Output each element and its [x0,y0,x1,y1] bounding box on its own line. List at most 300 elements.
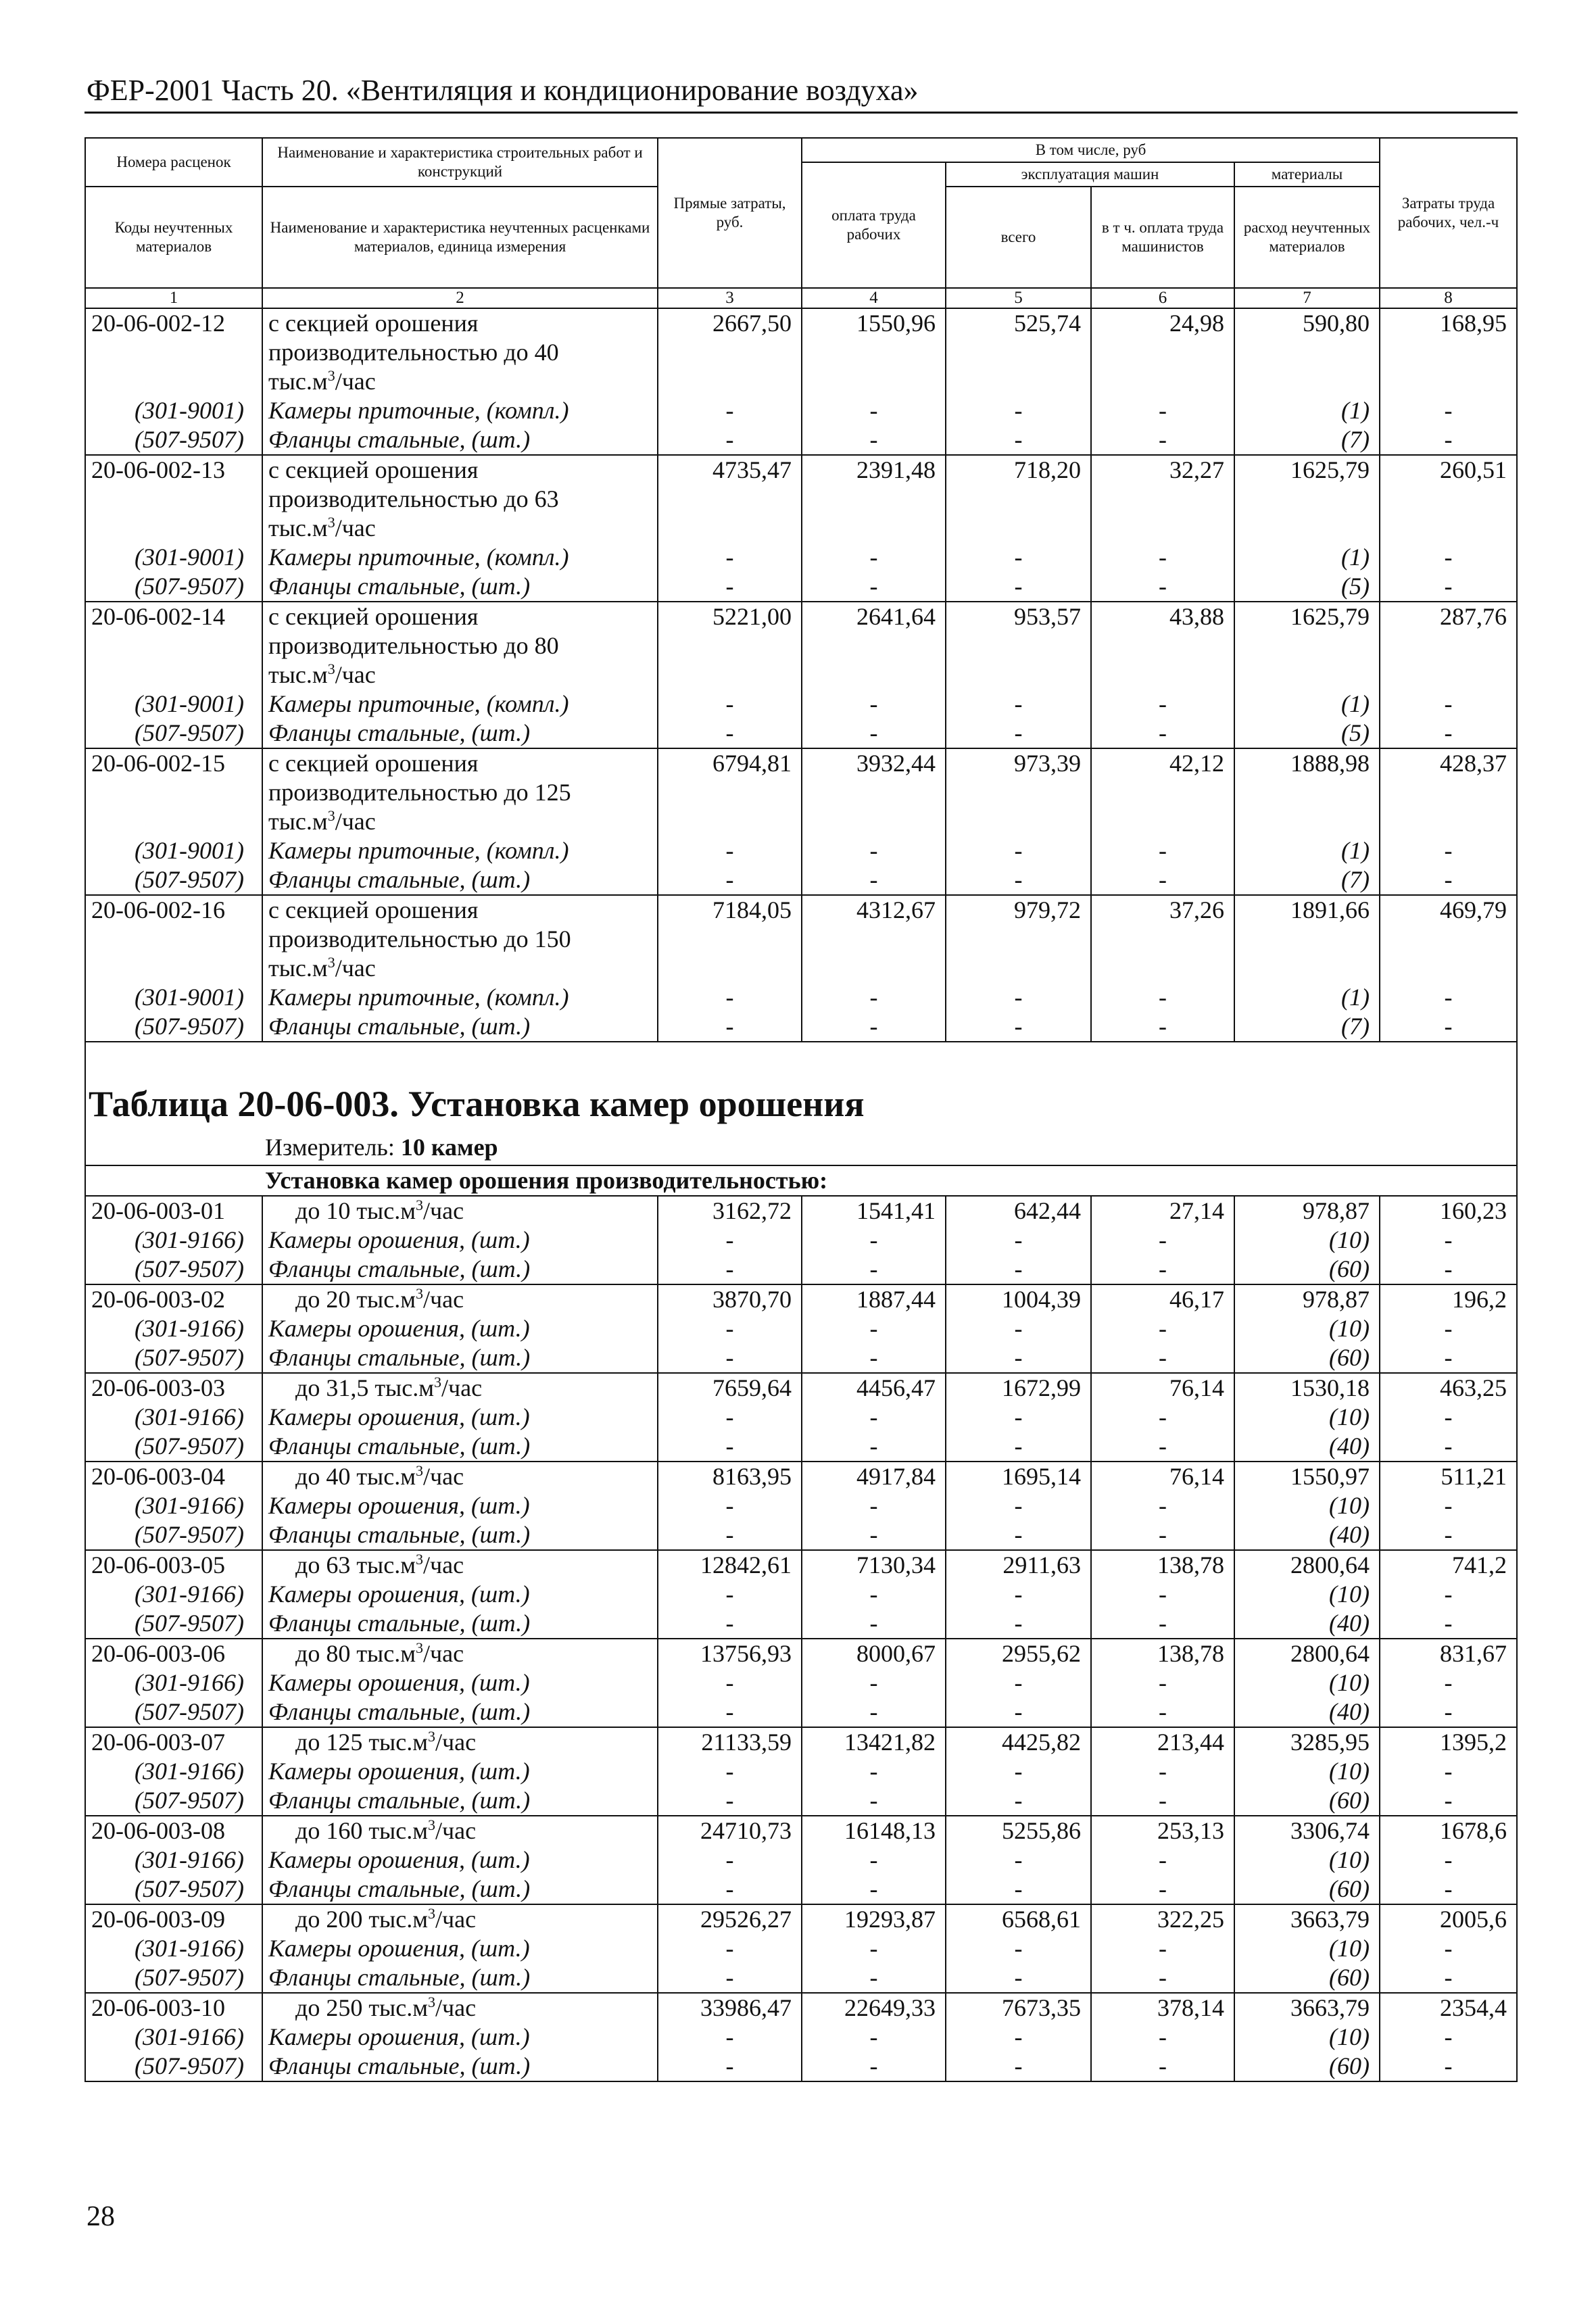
dash-cell: - [1380,1520,1517,1550]
rate-name [262,1196,658,1226]
labor-hours: 463,25 [1380,1373,1517,1403]
machine-labor: 76,14 [1091,1373,1234,1403]
direct-cost: 13756,93 [658,1639,802,1668]
material-name: Фланцы стальные, (шт.) [262,1255,658,1284]
dash-cell: - [946,1786,1091,1816]
unit-sup: 3 [428,1728,435,1745]
material-qty: (10) [1234,1845,1380,1875]
dash-cell: - [1091,690,1234,719]
col-number: 4 [802,288,946,308]
rate-row [85,308,1517,396]
material-name: Камеры орошения, (шт.) [262,1226,658,1255]
dash-cell: - [802,836,946,865]
dash-cell: - [802,983,946,1012]
running-title: ФЕР-2001 Часть 20. «Вентиляция и кондиционирование воздуха» [87,74,919,107]
col-number: 8 [1380,288,1517,308]
dash-cell: - [802,1226,946,1255]
dash-cell: - [658,1226,802,1255]
material-qty: (40) [1234,1520,1380,1550]
direct-cost: 21133,59 [658,1727,802,1757]
dash-cell: - [946,1845,1091,1875]
page-number: 28 [87,2201,115,2232]
material-name: Камеры приточные, (компл.) [262,543,658,572]
table-20-06-003-heading [85,1042,1517,1196]
rate-row [85,895,1517,983]
dash-cell: - [802,1697,946,1727]
col-number: 5 [946,288,1091,308]
material-qty: (10) [1234,1226,1380,1255]
unit-sup: 3 [428,1994,435,2010]
dash-cell: - [1091,1963,1234,1993]
header-in-total: В том числе, руб [802,138,1380,162]
header-materials-use: расход неучтенных материалов [1234,187,1380,288]
material-code: (301-9166) [85,1668,262,1697]
header-materials: материалы [1234,162,1380,187]
dash-cell: - [1091,1520,1234,1550]
labor-hours: 168,95 [1380,308,1517,396]
dash-cell: - [1380,1697,1517,1727]
unit-prefix: до 200 тыс.м [295,1906,428,1933]
materials-cost: 1888,98 [1234,748,1380,836]
rate-code: 20-06-002-13 [85,455,262,543]
material-name: Камеры орошения, (шт.) [262,1403,658,1432]
machine-cost: 1695,14 [946,1462,1091,1491]
material-name: Камеры приточные, (компл.) [262,396,658,425]
unit-prefix: до 160 тыс.м [295,1817,428,1844]
rate-name [262,1993,658,2023]
direct-cost: 6794,81 [658,748,802,836]
dash-cell: - [658,543,802,572]
unit-sup: 3 [327,954,335,971]
unit-sup: 3 [327,367,335,384]
dash-cell: - [1380,1845,1517,1875]
material-row [85,983,1517,1012]
rate-name [262,1816,658,1845]
unit-sup: 3 [428,1905,435,1922]
dash-cell: - [946,425,1091,455]
labor-pay: 19293,87 [802,1904,946,1934]
rate-name [262,1550,658,1580]
rate-name [262,455,658,543]
machine-cost: 2911,63 [946,1550,1091,1580]
rate-code: 20-06-003-07 [85,1727,262,1757]
material-code: (507-9507) [85,865,262,895]
material-qty: (10) [1234,1403,1380,1432]
direct-cost: 2667,50 [658,308,802,396]
material-row [85,1491,1517,1520]
unit-suffix: /час [423,1463,464,1490]
materials-cost: 1530,18 [1234,1373,1380,1403]
materials-cost: 1625,79 [1234,455,1380,543]
table-20-06-003-body [85,1196,1517,2081]
dash-cell: - [1091,1403,1234,1432]
labor-hours: 1395,2 [1380,1727,1517,1757]
rate-name-line: производительностью до 125 [268,779,571,806]
dash-cell: - [946,1875,1091,1904]
material-qty: (10) [1234,1580,1380,1609]
dash-cell: - [946,1609,1091,1639]
material-name: Фланцы стальные, (шт.) [262,1963,658,1993]
rate-row [85,1639,1517,1668]
materials-cost: 590,80 [1234,308,1380,396]
dash-cell: - [658,1757,802,1786]
material-qty: (10) [1234,1757,1380,1786]
material-name: Камеры орошения, (шт.) [262,1757,658,1786]
direct-cost: 4735,47 [658,455,802,543]
material-name: Камеры орошения, (шт.) [262,1668,658,1697]
material-code: (301-9001) [85,690,262,719]
dash-cell: - [1380,1255,1517,1284]
dash-cell: - [1380,1343,1517,1373]
header-materials-desc: Наименование и характеристика неучтенных расценками материалов, единица измерения [262,187,658,288]
dash-cell: - [802,1875,946,1904]
labor-pay: 7130,34 [802,1550,946,1580]
machine-labor: 42,12 [1091,748,1234,836]
dash-cell: - [658,1845,802,1875]
material-code: (301-9001) [85,836,262,865]
material-row [85,1875,1517,1904]
rate-name-line: с секцией орошения [268,456,479,483]
machine-labor: 24,98 [1091,308,1234,396]
dash-cell: - [1380,1963,1517,1993]
material-qty: (60) [1234,1875,1380,1904]
labor-hours: 511,21 [1380,1462,1517,1491]
rate-code: 20-06-002-12 [85,308,262,396]
unit-sup: 3 [416,1551,423,1568]
unit-prefix: до 125 тыс.м [295,1729,428,1756]
material-name: Фланцы стальные, (шт.) [262,865,658,895]
material-row [85,572,1517,602]
material-code: (301-9166) [85,1226,262,1255]
machine-cost: 718,20 [946,455,1091,543]
unit-sup: 3 [327,660,335,677]
machine-labor: 322,25 [1091,1904,1234,1934]
material-name: Камеры орошения, (шт.) [262,1845,658,1875]
rate-unit [268,954,652,983]
spacer-cell [85,1042,1517,1076]
dash-cell: - [946,396,1091,425]
material-qty: (60) [1234,1343,1380,1373]
rate-row [85,1993,1517,2023]
dash-cell: - [1380,1314,1517,1343]
machine-cost: 5255,86 [946,1816,1091,1845]
dash-cell: - [946,1580,1091,1609]
direct-cost: 3162,72 [658,1196,802,1226]
material-qty: (5) [1234,719,1380,748]
machine-cost: 642,44 [946,1196,1091,1226]
unit-prefix: до 40 тыс.м [295,1463,416,1490]
dash-cell: - [1380,1786,1517,1816]
dash-cell: - [658,1432,802,1462]
labor-hours: 831,67 [1380,1639,1517,1668]
material-qty: (10) [1234,2023,1380,2052]
dash-cell: - [1380,1757,1517,1786]
material-row [85,1580,1517,1609]
dash-cell: - [1091,2023,1234,2052]
rate-name [262,895,658,983]
material-qty: (10) [1234,1668,1380,1697]
material-code: (507-9507) [85,1963,262,1993]
dash-cell: - [802,1934,946,1963]
dash-cell: - [658,719,802,748]
material-row [85,2023,1517,2052]
material-row [85,690,1517,719]
dash-cell: - [1380,1403,1517,1432]
labor-hours: 1678,6 [1380,1816,1517,1845]
direct-cost: 29526,27 [658,1904,802,1934]
unit-prefix: до 63 тыс.м [295,1551,416,1578]
dash-cell: - [802,425,946,455]
dash-cell: - [1091,396,1234,425]
unit-suffix: /час [335,955,376,982]
dash-cell: - [658,1875,802,1904]
dash-cell: - [946,983,1091,1012]
unit-sup: 3 [416,1462,423,1479]
dash-cell: - [658,1520,802,1550]
dash-cell: - [658,2052,802,2081]
material-code: (301-9166) [85,1580,262,1609]
unit-sup: 3 [416,1197,423,1213]
labor-pay: 4312,67 [802,895,946,983]
dash-cell: - [946,1403,1091,1432]
rate-name [262,1462,658,1491]
labor-pay: 2641,64 [802,602,946,690]
col-number: 3 [658,288,802,308]
labor-pay: 1550,96 [802,308,946,396]
material-row [85,2052,1517,2081]
material-qty: (40) [1234,1432,1380,1462]
dash-cell: - [802,1403,946,1432]
material-row [85,1012,1517,1042]
machine-labor: 138,78 [1091,1639,1234,1668]
material-name: Фланцы стальные, (шт.) [262,425,658,455]
materials-cost: 3306,74 [1234,1816,1380,1845]
header-machine-all: всего [946,187,1091,288]
direct-cost: 8163,95 [658,1462,802,1491]
material-code: (301-9001) [85,983,262,1012]
rate-code: 20-06-002-14 [85,602,262,690]
dash-cell: - [1091,1580,1234,1609]
dash-cell: - [802,1963,946,1993]
unit-suffix: /час [441,1374,483,1401]
materials-cost: 1625,79 [1234,602,1380,690]
labor-pay: 8000,67 [802,1639,946,1668]
labor-pay: 16148,13 [802,1816,946,1845]
rate-name-line: производительностью до 40 [268,339,559,366]
dash-cell: - [658,1609,802,1639]
dash-cell: - [1091,1845,1234,1875]
rate-name-line: с секцией орошения [268,750,479,777]
rate-name-line: производительностью до 150 [268,925,571,952]
material-qty: (1) [1234,396,1380,425]
labor-hours: 196,2 [1380,1284,1517,1314]
rate-code: 20-06-003-10 [85,1993,262,2023]
dash-cell: - [1380,425,1517,455]
labor-hours: 2354,4 [1380,1993,1517,2023]
machine-cost: 7673,35 [946,1993,1091,2023]
material-name: Фланцы стальные, (шт.) [262,2052,658,2081]
material-qty: (1) [1234,543,1380,572]
dash-cell: - [1380,836,1517,865]
dash-cell: - [658,1314,802,1343]
dash-cell: - [658,1963,802,1993]
table-20-06-002-body [85,308,1517,1042]
unit-suffix: /час [435,1906,477,1933]
material-row [85,1520,1517,1550]
dash-cell: - [658,1255,802,1284]
rate-code: 20-06-003-01 [85,1196,262,1226]
machine-labor: 138,78 [1091,1550,1234,1580]
dash-cell: - [1380,1491,1517,1520]
dash-cell: - [802,543,946,572]
machine-labor: 37,26 [1091,895,1234,983]
dash-cell: - [658,1934,802,1963]
machine-labor: 32,27 [1091,455,1234,543]
material-name: Фланцы стальные, (шт.) [262,719,658,748]
dash-cell: - [1091,836,1234,865]
dash-cell: - [946,1314,1091,1343]
dash-cell: - [1091,983,1234,1012]
direct-cost: 24710,73 [658,1816,802,1845]
dash-cell: - [658,1012,802,1042]
dash-cell: - [802,2023,946,2052]
material-code: (507-9507) [85,1609,262,1639]
dash-cell: - [1380,690,1517,719]
dash-cell: - [802,1786,946,1816]
material-name: Фланцы стальные, (шт.) [262,1786,658,1816]
material-name: Фланцы стальные, (шт.) [262,1875,658,1904]
unit-prefix: до 31,5 тыс.м [295,1374,434,1401]
material-code: (507-9507) [85,1012,262,1042]
dash-cell: - [1380,572,1517,602]
material-qty: (60) [1234,1786,1380,1816]
materials-cost: 978,87 [1234,1284,1380,1314]
unit-sup: 3 [434,1374,441,1391]
material-code: (507-9507) [85,1432,262,1462]
dash-cell: - [658,1403,802,1432]
material-row [85,1255,1517,1284]
material-name: Камеры приточные, (компл.) [262,690,658,719]
rate-row [85,1816,1517,1845]
materials-cost: 1550,97 [1234,1462,1380,1491]
dash-cell: - [802,2052,946,2081]
machine-cost: 979,72 [946,895,1091,983]
material-code: (507-9507) [85,1520,262,1550]
dash-cell: - [1380,1432,1517,1462]
material-row [85,1432,1517,1462]
labor-pay: 13421,82 [802,1727,946,1757]
dash-cell: - [658,1786,802,1816]
dash-cell: - [802,1343,946,1373]
labor-pay: 1887,44 [802,1284,946,1314]
rate-name [262,1904,658,1934]
dash-cell: - [1091,2052,1234,2081]
material-code: (301-9001) [85,396,262,425]
material-name: Камеры орошения, (шт.) [262,1491,658,1520]
dash-cell: - [946,572,1091,602]
col-number: 1 [85,288,262,308]
rate-code: 20-06-003-08 [85,1816,262,1845]
material-row [85,719,1517,748]
direct-cost: 33986,47 [658,1993,802,2023]
dash-cell: - [658,396,802,425]
header-machine-incl: в т ч. оплата труда машинистов [1091,187,1234,288]
dash-cell: - [802,719,946,748]
dash-cell: - [802,1314,946,1343]
material-code: (301-9166) [85,1757,262,1786]
machine-cost: 525,74 [946,308,1091,396]
labor-hours: 469,79 [1380,895,1517,983]
col-number: 7 [1234,288,1380,308]
dash-cell: - [802,1491,946,1520]
direct-cost: 12842,61 [658,1550,802,1580]
unit-sup: 3 [428,1816,435,1833]
material-row [85,1963,1517,1993]
price-table [84,137,1516,2082]
header-direct: Прямые затраты, руб. [658,138,802,288]
dash-cell: - [658,1697,802,1727]
material-name: Камеры орошения, (шт.) [262,2023,658,2052]
dash-cell: - [1091,425,1234,455]
rate-name-line: с секцией орошения [268,896,479,923]
rate-unit [268,367,652,396]
material-row [85,865,1517,895]
material-code: (301-9166) [85,1845,262,1875]
unit-suffix: /час [435,1994,477,2021]
dash-cell: - [1091,1786,1234,1816]
rate-row [85,1462,1517,1491]
dash-cell: - [658,1668,802,1697]
materials-cost: 3663,79 [1234,1904,1380,1934]
dash-cell: - [946,1520,1091,1550]
material-qty: (60) [1234,1255,1380,1284]
rate-row [85,602,1517,690]
machine-cost: 2955,62 [946,1639,1091,1668]
dash-cell: - [946,2023,1091,2052]
rate-code: 20-06-003-06 [85,1639,262,1668]
table-title: Таблица 20-06-003. Установка камер орошения [85,1076,1517,1133]
dash-cell: - [946,865,1091,895]
dash-cell: - [1091,1226,1234,1255]
labor-hours: 287,76 [1380,602,1517,690]
rate-name [262,1727,658,1757]
dash-cell: - [1380,2052,1517,2081]
material-row [85,836,1517,865]
machine-cost: 1004,39 [946,1284,1091,1314]
material-name: Фланцы стальные, (шт.) [262,1432,658,1462]
dash-cell: - [658,1343,802,1373]
material-qty: (40) [1234,1609,1380,1639]
material-qty: (10) [1234,1314,1380,1343]
dash-cell: - [802,1432,946,1462]
unit-suffix: /час [435,1817,477,1844]
dash-cell: - [658,572,802,602]
machine-cost: 6568,61 [946,1904,1091,1934]
dash-cell: - [946,719,1091,748]
direct-cost: 7184,05 [658,895,802,983]
dash-cell: - [1091,865,1234,895]
dash-cell: - [658,2023,802,2052]
material-qty: (7) [1234,865,1380,895]
labor-pay: 3932,44 [802,748,946,836]
dash-cell: - [1091,1012,1234,1042]
material-code: (507-9507) [85,719,262,748]
unit-suffix: /час [423,1640,464,1667]
dash-cell: - [658,1580,802,1609]
dash-cell: - [658,836,802,865]
rate-unit [268,514,652,543]
dash-cell: - [1380,719,1517,748]
